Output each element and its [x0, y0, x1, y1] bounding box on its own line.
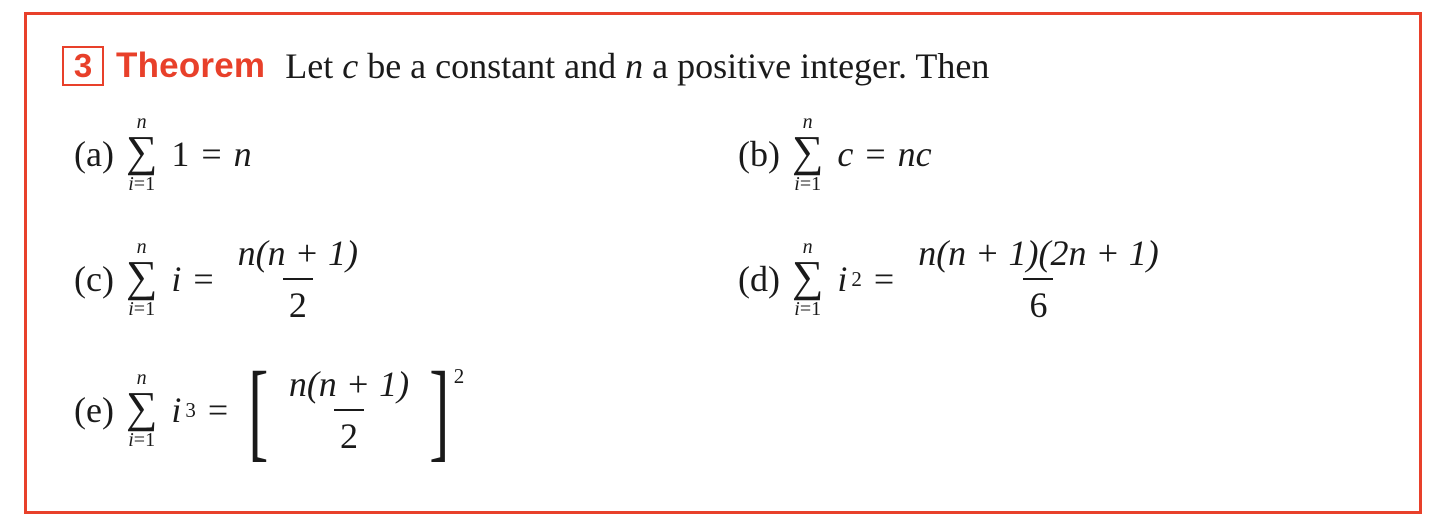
summation-symbol: n ∑ i=1 [125, 236, 158, 320]
fraction [912, 232, 1165, 326]
formula-e-label: (e) [74, 390, 114, 430]
formula-c: (c) n ∑ i=1 i = $\frac{n(n + 1)}{2}$ [74, 232, 370, 326]
numerator: n(n + 1)(2n + 1) [918, 233, 1159, 273]
denominator: 6 [1023, 278, 1053, 326]
summation-symbol: n ∑ i=1 [125, 367, 158, 451]
summand: c [837, 134, 854, 174]
summation-symbol: n ∑ i=1 [125, 111, 158, 195]
outer-exponent: 2 [453, 364, 465, 388]
rhs: nc [897, 134, 932, 174]
summation-symbol: n ∑ i=1 [791, 111, 824, 195]
fraction [283, 363, 415, 457]
formula-c-label: (c) [74, 259, 114, 299]
exponent: 2 [851, 266, 862, 291]
formula-a: (a) n ∑ i=1 1 = n [74, 111, 252, 195]
formula-e: (e) n ∑ i=1 i 3 = [ $\frac{n(n + 1)}{2}$ ] 2 [74, 349, 465, 471]
summand: i [171, 259, 182, 299]
fraction [232, 232, 364, 326]
numerator: n(n + 1) [237, 233, 358, 273]
formula-b-label: (b) [738, 134, 780, 174]
numerator: n(n + 1) [288, 364, 410, 404]
theorem-label: Theorem [116, 46, 266, 85]
theorem-number: 3 [62, 46, 104, 86]
formula-a-label: (a) [74, 134, 114, 174]
left-bracket: [ [248, 349, 269, 471]
theorem-intro: Let c be a constant and n a positive integer. Then [285, 46, 990, 86]
summation-symbol: n ∑ i=1 [791, 236, 824, 320]
summand: i [171, 390, 182, 430]
rhs: n [233, 134, 252, 174]
formula-d: (d) n ∑ i=1 i 2 = $\frac{n(n + 1)(2n + 1)}{6}$ [738, 232, 1171, 326]
summand: 1 [171, 134, 190, 174]
formula-b: (b) n ∑ i=1 c = nc [738, 111, 932, 195]
denominator: 2 [283, 278, 313, 326]
right-bracket: ] [429, 349, 450, 471]
summand: i [837, 259, 848, 299]
theorem-header [62, 40, 989, 92]
denominator: 2 [334, 409, 364, 457]
formula-d-label: (d) [738, 259, 780, 299]
exponent: 3 [185, 397, 196, 422]
